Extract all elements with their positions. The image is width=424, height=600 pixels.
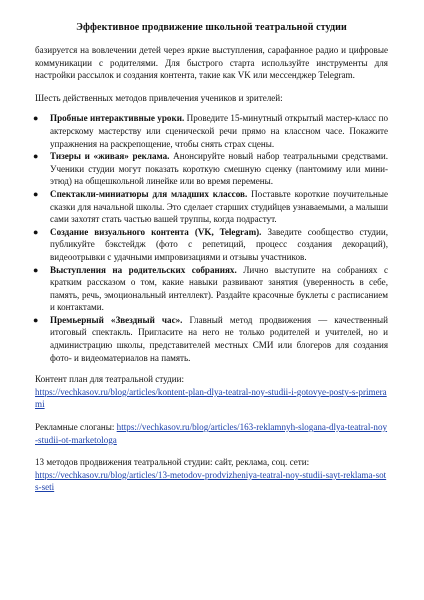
methods-list bbox=[35, 112, 388, 364]
method-title: Создание визуального контента (VK, Telegram). bbox=[50, 226, 262, 237]
method-item bbox=[35, 264, 388, 314]
bullet-icon: ● bbox=[33, 151, 39, 162]
link-label: 13 методов продвижения театральной студии: сайт, реклама, соц. сети: bbox=[35, 457, 310, 468]
bullet-icon: ● bbox=[33, 113, 39, 124]
method-item bbox=[35, 112, 388, 150]
intro-paragraph: базируется на вовлечении детей через яркие выступления, сарафанное радио и цифровые коммуникации с родителями. Для быстрого старта используйте инструменты для настройки рассылок и создания контента, такие как VK или мессенджер Telegram. bbox=[35, 45, 388, 81]
method-text: Поставьте короткие поучительные сказки для начальной школы. Это сделает старших студийцев узнаваемыми, а малыши сами захотят стать частью вашей труппы, когда подрастут. bbox=[50, 188, 388, 225]
slogans-link[interactable]: https://vechkasov.ru/blog/articles/163-reklamnyh-slogana-dlya-teatral-noy-studii-ot-marketologa bbox=[35, 422, 388, 445]
method-item bbox=[35, 314, 388, 364]
content-plan-link[interactable]: https://vechkasov.ru/blog/articles/kontent-plan-dlya-teatral-noy-studii-i-gotovye-posty-s-primerami bbox=[35, 386, 387, 410]
bullet-icon: ● bbox=[33, 314, 39, 325]
bullet-icon: ● bbox=[33, 188, 39, 199]
method-title: Пробные интерактивные уроки. bbox=[50, 113, 185, 124]
method-title: Премьерный «Звездный час». bbox=[50, 314, 183, 325]
method-text: Анонсируйте новый набор театральными средствами. Ученики студии могут показать короткую смешную сценку (пантомиму или мини-этюд) на общешкольной линейке или во время перемены. bbox=[50, 151, 388, 187]
method-item bbox=[35, 226, 388, 264]
methods-heading: Шесть действенных методов привлечения учеников и зрителей: bbox=[35, 92, 283, 103]
content-plan-link-block bbox=[35, 373, 388, 411]
method-item bbox=[35, 188, 388, 226]
method-item bbox=[35, 150, 388, 188]
method-title: Спектакли-миниатюры для младших классов. bbox=[50, 188, 248, 199]
promotion-methods-link[interactable]: https://vechkasov.ru/blog/articles/13-metodov-prodvizheniya-teatral-noy-studii-sayt-reklama-sots-seti bbox=[35, 469, 387, 493]
method-text: Проведите 15-минутный открытый мастер-класс по актерскому мастерству или сценической речи прямо на классном часе. Покажите упражнения на раскрепощение, чтобы снять страх сцены. bbox=[50, 113, 388, 149]
method-title: Выступления на родительских собраниях. bbox=[50, 264, 237, 275]
methods-link-block bbox=[35, 456, 388, 494]
method-text: Главный метод продвижения — качественный итоговый спектакль. Пригласите на него не только родителей и учителей, но и администрацию школы, представителей местных СМИ или блогеров для создания фото- и видеоматериалов на память. bbox=[50, 314, 388, 363]
bullet-icon: ● bbox=[33, 226, 39, 237]
method-text: Лично выступите на собраниях с кратким рассказом о том, какие навыки развивают занятия (уверенность в себе, память, речь, эмоциональный интеллект). Раздайте красочные буклеты с расписанием и контактами. bbox=[50, 264, 389, 313]
method-title: Тизеры и «живая» реклама. bbox=[50, 151, 170, 162]
document-title: Эффективное продвижение школьной театральной студии bbox=[76, 22, 347, 33]
link-label: Рекламные слоганы: bbox=[35, 422, 117, 433]
slogans-link-block bbox=[35, 421, 388, 446]
bullet-icon: ● bbox=[33, 264, 39, 275]
link-label: Контент план для театральной студии: bbox=[35, 374, 185, 385]
method-text: Заведите сообщество студии, публикуйте бэкстейдж (фото с репетиций, процесс создания декораций), видеоотрывки с удачными импровизациями и отзывы участников. bbox=[50, 226, 388, 262]
